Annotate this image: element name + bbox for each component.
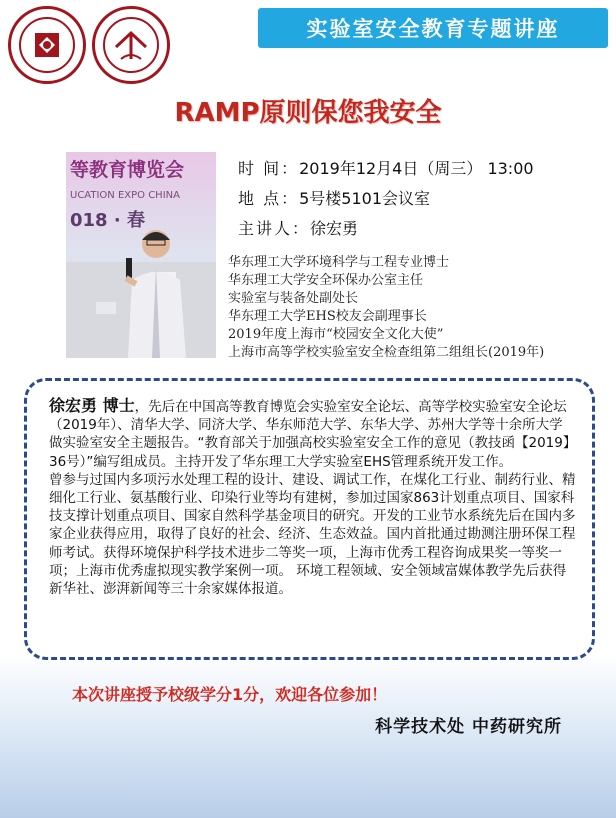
speaker-title-item: 2019年度上海市“校园安全文化大使”: [228, 327, 444, 342]
speaker-title-item: 实验室与装备处副处长: [228, 291, 359, 306]
bio-paragraph-2: 曾参与过国内多项污水处理工程的设计、建设、调试工作，在煤化工行业、制药行业、精细化工行业、氨基酸行业、印染行业等均有建树，参加过国家863计划重点项目、国家科技支撑计划重点项目、国家自然科学基金项目的研究。开发的工业节水系统先后在国内多家企业获得应用，取得了良好的社会、经济、生态效益。国内首批通过勘测注册环保工程师考试。获得环境保护科学技术进步二等奖一项，上海市优秀工程咨询成果奖一等奖一项；上海市优秀虚拟现实教学案例一项。 环境工程领域、安全领域富媒体教学先后获得新华社、澎湃新闻等三十余家媒体报道。: [49, 471, 576, 598]
bio-text-1: ，先后在中国高等教育博览会实验室安全论坛、高等学校实验室安全论坛（2019年）、清华大学、同济大学、华东师范大学、东华大学、苏州大学等十余所大学做实验室安全主题报告。“教育部关于加强高校实验室安全工作的意见（教技函【2019】36号）”编写组成员。主持开发了华东理工大学实验室EHS管理系统开发工作。: [49, 399, 570, 470]
speaker-value: 徐宏勇: [310, 218, 359, 238]
page-title: RAMP原则保您我安全: [174, 98, 442, 128]
speaker-title-item: 华东理工大学环境科学与工程专业博士: [228, 255, 450, 270]
place-value: 5号楼5101会议室: [299, 188, 430, 208]
logo-group: [8, 6, 170, 84]
place-label: 地 点：: [238, 188, 300, 208]
speaker-title-item: 华东理工大学EHS校友会副理事长: [228, 309, 427, 324]
event-info: [238, 152, 534, 242]
bio-name: 徐宏勇 博士: [49, 396, 135, 415]
event-place-row: [238, 182, 534, 212]
photo-sign-line2: UCATION EXPO CHINA: [70, 190, 180, 201]
organizers: 科学技术处 中药研究所: [375, 717, 562, 737]
credit-note: 本次讲座授予校级学分1分，欢迎各位参加！: [72, 685, 388, 704]
bio-paragraph-1: [49, 397, 576, 471]
header-banner: 实验室安全教育专题讲座: [258, 8, 608, 48]
speaker-photo: [66, 152, 216, 358]
event-speaker-row: [238, 212, 534, 242]
speaker-bio-box: [24, 378, 595, 660]
photo-sign-line3: 018 · 春: [70, 210, 145, 231]
institute-logo: [92, 6, 170, 84]
university-logo: [8, 6, 86, 84]
speaker-title-item: 华东理工大学安全环保办公室主任: [228, 273, 424, 288]
speaker-title-item: 上海市高等学校实验室安全检查组第二组组长(2019年): [228, 345, 545, 360]
speaker-label: 主讲人：: [238, 218, 311, 238]
time-label: 时 间：: [238, 158, 300, 178]
event-time-row: [238, 152, 534, 182]
speaker-titles: [228, 254, 544, 362]
time-value: 2019年12月4日（周三） 13:00: [299, 158, 534, 178]
photo-sign-line1: 等教育博览会: [70, 159, 185, 181]
